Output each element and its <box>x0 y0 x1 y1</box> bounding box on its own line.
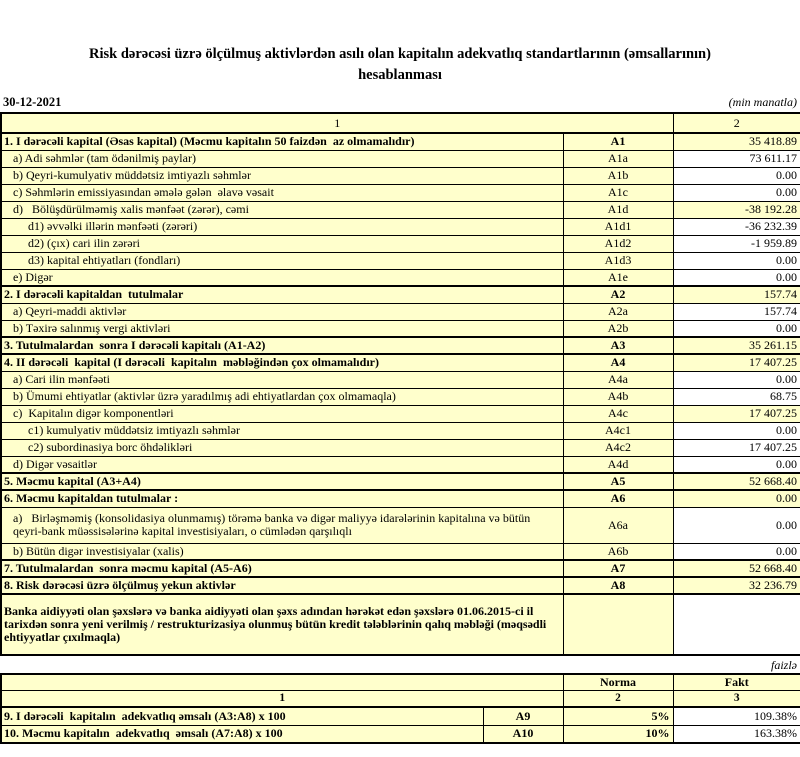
row-value: 0.00 <box>673 252 800 269</box>
row-code: A4c <box>563 405 673 422</box>
table-row <box>1 218 800 235</box>
table-row <box>1 707 800 725</box>
row-label: c) Səhmlərin emissiyasından əmələ gələn əlavə vəsait <box>1 184 563 201</box>
table-row <box>1 286 800 303</box>
row-value: 35 261.15 <box>673 337 800 354</box>
table-row <box>1 150 800 167</box>
table-row <box>1 201 800 218</box>
row-value: 0.00 <box>673 490 800 507</box>
table-row <box>1 371 800 388</box>
table-row <box>1 560 800 577</box>
table-row <box>1 473 800 490</box>
table-row <box>1 725 800 743</box>
row-code: A1e <box>563 269 673 286</box>
page-title <box>0 0 800 86</box>
row-label: 1. I dərəcəli kapital (Əsas kapital) (Məcmu kapitalın 50 faizdən az olmamalıdır) <box>1 133 563 150</box>
row-label: c1) kumulyativ müddətsiz imtiyazlı səhmlər <box>1 422 563 439</box>
row-code: A10 <box>483 725 563 743</box>
capital-table <box>0 112 800 656</box>
row-code: A5 <box>563 473 673 490</box>
row-code: A1c <box>563 184 673 201</box>
row-value: 0.00 <box>673 371 800 388</box>
row-label: 2. I dərəcəli kapitaldan tutulmalar <box>1 286 563 303</box>
row-value: 17 407.25 <box>673 354 800 371</box>
unit-note: (min manatla) <box>728 95 797 109</box>
page-title-line1: Risk dərəcəsi üzrə ölçülmuş aktivlərdən asılı olan kapitalın adekvatlıq standartlarının (əmsallarının) <box>89 46 711 62</box>
row-code: A6a <box>563 507 673 543</box>
row-value: 0.00 <box>673 507 800 543</box>
row-code: A4b <box>563 388 673 405</box>
row-label: a) Adi səhmlər (tam ödənilmiş paylar) <box>1 150 563 167</box>
row-fakt-value: 163.38% <box>673 725 800 743</box>
percent-note: faizlə <box>771 658 797 672</box>
row-code: A4a <box>563 371 673 388</box>
row-label: 9. I dərəcəli kapitalın adekvatlıq əmsalı (A3:A8) x 100 <box>1 707 483 725</box>
row-value: 17 407.25 <box>673 405 800 422</box>
row-norma-value: 5% <box>563 707 673 725</box>
report-meta <box>3 92 797 110</box>
report-date: 30-12-2021 <box>3 95 62 109</box>
row-label: Banka aidiyyəti olan şəxslərə və banka aidiyyəti olan şəxs adından hərəkət edən şəxslərə 01.06.2015-ci il tarixdən sonra yeni verilmiş / restrukturizasiya olunmuş bütün kredit tələblərinin qalıq məbləği (məqsədli ehtiyyatlar çıxılmaqla) <box>1 594 563 655</box>
row-label: b) Ümumi ehtiyatlar (aktivlər üzrə yaradılmış adi ehtiyatlardan çox olmamaqla) <box>1 388 563 405</box>
table-row <box>1 507 800 543</box>
capital-table-header-row <box>1 113 800 133</box>
table-row <box>1 133 800 150</box>
row-code: A8 <box>563 577 673 594</box>
table-row <box>1 490 800 507</box>
row-code: A1a <box>563 150 673 167</box>
row-label: a) Qeyri-maddi aktivlər <box>1 303 563 320</box>
row-code: A4d <box>563 456 673 473</box>
row-value: -1 959.89 <box>673 235 800 252</box>
capital-table-body <box>1 133 800 655</box>
row-label: 4. II dərəcəli kapital (I dərəcəli kapitalın məbləğindən çox olmamalıdır) <box>1 354 563 371</box>
table-row <box>1 577 800 594</box>
ratio-header-fakt: Fakt <box>673 674 800 691</box>
row-code: A4 <box>563 354 673 371</box>
table-row <box>1 269 800 286</box>
table-row <box>1 422 800 439</box>
table-row <box>1 543 800 560</box>
table-row <box>1 439 800 456</box>
row-value: 32 236.79 <box>673 577 800 594</box>
row-code <box>563 594 673 655</box>
ratio-colnum-1: 1 <box>1 691 563 708</box>
ratio-header-norma: Norma <box>563 674 673 691</box>
column-header-2: 2 <box>673 113 800 133</box>
table-row <box>1 337 800 354</box>
row-code: A7 <box>563 560 673 577</box>
row-code: A2a <box>563 303 673 320</box>
row-value: 68.75 <box>673 388 800 405</box>
row-code: A1d2 <box>563 235 673 252</box>
table-row <box>1 184 800 201</box>
row-value: -38 192.28 <box>673 201 800 218</box>
page-title-line2: hesablanması <box>358 67 442 83</box>
row-label: d3) kapital ehtiyatları (fondları) <box>1 252 563 269</box>
table-row <box>1 594 800 655</box>
row-value: 17 407.25 <box>673 439 800 456</box>
row-value: 52 668.40 <box>673 560 800 577</box>
ratio-table <box>0 673 800 744</box>
row-label: a) Birləşməmiş (konsolidasiya olunmamış) törəmə banka və digər maliyyə idarələrinin kapitalına və bütün qeyri-bank müəssisələrinə kapital investisiyaları, o cümlədən qarşılıqlı <box>1 507 563 543</box>
row-code: A1d <box>563 201 673 218</box>
table-row <box>1 456 800 473</box>
row-code: A1d3 <box>563 252 673 269</box>
row-label: 3. Tutulmalardan sonra I dərəcəli kapitalı (A1-A2) <box>1 337 563 354</box>
row-code: A9 <box>483 707 563 725</box>
table-row <box>1 303 800 320</box>
table-row <box>1 354 800 371</box>
row-label: 6. Məcmu kapitaldan tutulmalar : <box>1 490 563 507</box>
ratio-table-header-row <box>1 674 800 691</box>
row-code: A4c2 <box>563 439 673 456</box>
row-fakt-value: 109.38% <box>673 707 800 725</box>
row-value <box>673 594 800 655</box>
row-code: A2 <box>563 286 673 303</box>
column-header-1: 1 <box>1 113 673 133</box>
row-code: A1 <box>563 133 673 150</box>
row-value: -36 232.39 <box>673 218 800 235</box>
table-row <box>1 235 800 252</box>
row-label: d2) (çıx) cari ilin zərəri <box>1 235 563 252</box>
row-label: 5. Məcmu kapital (A3+A4) <box>1 473 563 490</box>
row-label: b) Təxirə salınmış vergi aktivləri <box>1 320 563 337</box>
row-code: A2b <box>563 320 673 337</box>
row-label: d) Digər vəsaitlər <box>1 456 563 473</box>
row-norma-value: 10% <box>563 725 673 743</box>
row-value: 0.00 <box>673 269 800 286</box>
ratio-table-body <box>1 707 800 743</box>
table-row <box>1 320 800 337</box>
row-label: c) Kapitalın digər komponentləri <box>1 405 563 422</box>
row-label: d1) əvvəlki illərin mənfəəti (zərəri) <box>1 218 563 235</box>
row-value: 0.00 <box>673 422 800 439</box>
row-code: A1d1 <box>563 218 673 235</box>
row-code: A6 <box>563 490 673 507</box>
row-value: 0.00 <box>673 184 800 201</box>
table-row <box>1 167 800 184</box>
row-label: b) Bütün digər investisiyalar (xalis) <box>1 543 563 560</box>
table-row <box>1 252 800 269</box>
table-row <box>1 388 800 405</box>
row-value: 157.74 <box>673 286 800 303</box>
row-code: A3 <box>563 337 673 354</box>
ratio-colnum-3: 3 <box>673 691 800 708</box>
row-code: A1b <box>563 167 673 184</box>
row-value: 157.74 <box>673 303 800 320</box>
row-label: d) Bölüşdürülməmiş xalis mənfəət (zərər), cəmi <box>1 201 563 218</box>
row-label: 7. Tutulmalardan sonra məcmu kapital (A5-A6) <box>1 560 563 577</box>
row-value: 0.00 <box>673 456 800 473</box>
row-value: 35 418.89 <box>673 133 800 150</box>
row-value: 73 611.17 <box>673 150 800 167</box>
ratio-header-empty <box>1 674 563 691</box>
ratio-colnum-2: 2 <box>563 691 673 708</box>
row-value: 0.00 <box>673 320 800 337</box>
row-label: b) Qeyri-kumulyativ müddətsiz imtiyazlı səhmlər <box>1 167 563 184</box>
row-label: a) Cari ilin mənfəəti <box>1 371 563 388</box>
row-label: e) Digər <box>1 269 563 286</box>
row-label: 10. Məcmu kapitalın adekvatlıq əmsalı (A7:A8) x 100 <box>1 725 483 743</box>
row-value: 52 668.40 <box>673 473 800 490</box>
row-code: A6b <box>563 543 673 560</box>
row-value: 0.00 <box>673 543 800 560</box>
row-label: c2) subordinasiya borc öhdəlikləri <box>1 439 563 456</box>
table-row <box>1 405 800 422</box>
row-label: 8. Risk dərəcəsi üzrə ölçülmuş yekun aktivlər <box>1 577 563 594</box>
ratio-table-number-row <box>1 691 800 708</box>
row-code: A4c1 <box>563 422 673 439</box>
row-value: 0.00 <box>673 167 800 184</box>
